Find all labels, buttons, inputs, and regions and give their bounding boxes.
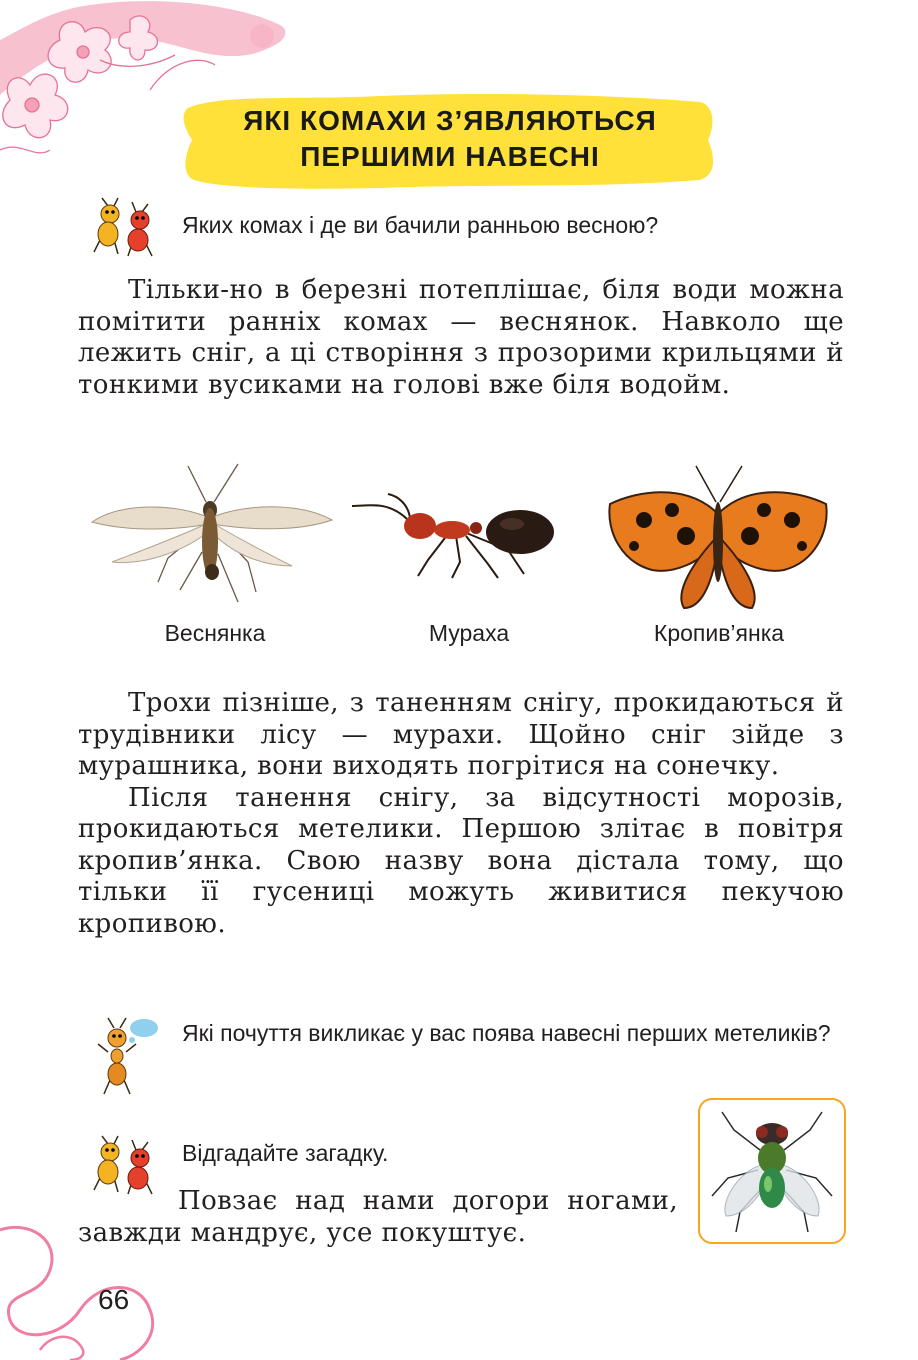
page-title bbox=[180, 103, 720, 175]
page-number: 66 bbox=[98, 1284, 130, 1315]
question-3: Відгадайте загадку. bbox=[182, 1140, 389, 1166]
two-ants-icon bbox=[88, 196, 160, 258]
question-2: Які почуття викликає у вас поява навесні перших метеликів? bbox=[182, 1020, 831, 1046]
caption-butterfly: Кропив’янка bbox=[653, 620, 785, 646]
question-1: Яких комах і де ви бачили ранньою весною? bbox=[182, 212, 659, 238]
stonefly-image bbox=[88, 462, 336, 612]
caption-ant: Мураха bbox=[428, 620, 510, 646]
fly-image-frame bbox=[698, 1098, 846, 1244]
caption-stonefly: Веснянка bbox=[164, 620, 266, 646]
paragraph-2-3 bbox=[78, 688, 844, 940]
ant-image bbox=[348, 490, 576, 580]
paragraph-2-text: Трохи пізніше, з таненням снігу, прокидаються й трудівники лісу — мурахи. Щойно сніг зійде з мурашника, вони виходять погрітися на сонечку. bbox=[78, 688, 844, 781]
thinking-ant-icon bbox=[94, 1014, 160, 1096]
paragraph-1-text: Тільки-но в березні потеплішає, біля води можна помітити ранніх комах — веснянок. Навколо ще лежить сніг, а ці створіння з прозорими крильцями й тонкими вусиками на голові вже біля водойм. bbox=[78, 275, 844, 400]
title-block bbox=[180, 88, 720, 192]
title-line-2: ПЕРШИМИ НАВЕСНІ bbox=[300, 141, 600, 172]
paragraph-3-text: Після танення снігу, за відсутності морозів, прокидаються метелики. Першою злітає в повітря кропив’янка. Свою назву вона дістала тому, що тільки її гусениці можуть живитися пекучою кропивою. bbox=[78, 782, 844, 939]
riddle-text: Повзає над нами догори ногами, завжди мандрує, усе покуштує. bbox=[78, 1186, 678, 1248]
title-line-1: ЯКІ КОМАХИ З’ЯВЛЯЮТЬСЯ bbox=[243, 105, 657, 136]
fly-image bbox=[700, 1100, 844, 1242]
paragraph-1 bbox=[78, 275, 844, 401]
butterfly-image bbox=[604, 462, 832, 612]
